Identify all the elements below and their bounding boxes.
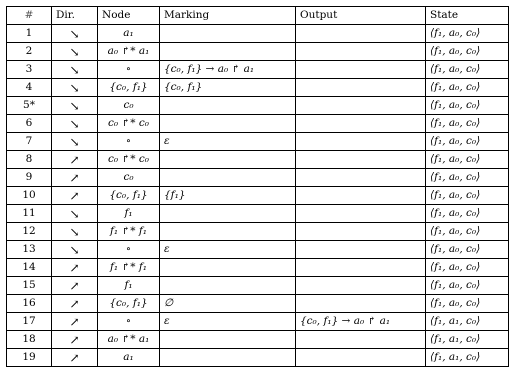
step-number: 1: [7, 25, 52, 43]
output-cell: [296, 277, 426, 295]
direction-arrow: ↗: [52, 331, 98, 349]
output-cell: [296, 97, 426, 115]
header-marking: Marking: [160, 7, 296, 25]
table-row: [7, 79, 509, 97]
marking-cell: ε: [160, 133, 296, 151]
output-cell: [296, 187, 426, 205]
direction-arrow: ↘: [52, 133, 98, 151]
table-header: [7, 7, 509, 25]
table-row: [7, 259, 509, 277]
marking-cell: [160, 331, 296, 349]
state-cell: ⟨f₁, a₀, c₀⟩: [426, 187, 509, 205]
marking-cell: [160, 205, 296, 223]
table-row: [7, 187, 509, 205]
output-cell: [296, 223, 426, 241]
marking-cell: [160, 169, 296, 187]
output-cell: [296, 349, 426, 367]
direction-arrow: ↗: [52, 349, 98, 367]
direction-arrow: ↗: [52, 277, 98, 295]
marking-cell: [160, 259, 296, 277]
table-row: [7, 241, 509, 259]
step-number: 8: [7, 151, 52, 169]
output-cell: [296, 295, 426, 313]
trace-table: [6, 6, 509, 367]
node-cell: {c₀, f₁}: [98, 187, 160, 205]
marking-cell: [160, 43, 296, 61]
marking-cell: [160, 25, 296, 43]
node-cell: a₁: [98, 349, 160, 367]
state-cell: ⟨f₁, a₀, c₀⟩: [426, 97, 509, 115]
direction-arrow: ↘: [52, 115, 98, 133]
table-row: [7, 151, 509, 169]
direction-arrow: ↗: [52, 169, 98, 187]
direction-arrow: ↗: [52, 313, 98, 331]
state-cell: ⟨f₁, a₀, c₀⟩: [426, 241, 509, 259]
state-cell: ⟨f₁, a₀, c₀⟩: [426, 79, 509, 97]
output-cell: [296, 61, 426, 79]
table-row: [7, 169, 509, 187]
marking-cell: ε: [160, 313, 296, 331]
step-number: 19: [7, 349, 52, 367]
header-state: State: [426, 7, 509, 25]
marking-cell: ε: [160, 241, 296, 259]
table-row: [7, 313, 509, 331]
marking-cell: {c₀, f₁}: [160, 79, 296, 97]
state-cell: ⟨f₁, a₀, c₀⟩: [426, 25, 509, 43]
marking-cell: {f₁}: [160, 187, 296, 205]
marking-cell: ∅: [160, 295, 296, 313]
step-number: 6: [7, 115, 52, 133]
node-cell: ∘: [98, 241, 160, 259]
node-cell: f₁ ↱* f₁: [98, 259, 160, 277]
direction-arrow: ↘: [52, 241, 98, 259]
output-cell: [296, 241, 426, 259]
output-cell: [296, 115, 426, 133]
step-number: 4: [7, 79, 52, 97]
state-cell: ⟨f₁, a₁, c₀⟩: [426, 313, 509, 331]
node-cell: ∘: [98, 313, 160, 331]
state-cell: ⟨f₁, a₀, c₀⟩: [426, 43, 509, 61]
state-cell: ⟨f₁, a₀, c₀⟩: [426, 277, 509, 295]
header-output: Output: [296, 7, 426, 25]
marking-cell: [160, 97, 296, 115]
step-number: 12: [7, 223, 52, 241]
step-number: 15: [7, 277, 52, 295]
node-cell: c₀ ↱* c₀: [98, 115, 160, 133]
node-cell: a₀ ↱* a₁: [98, 331, 160, 349]
state-cell: ⟨f₁, a₀, c₀⟩: [426, 61, 509, 79]
step-number: 16: [7, 295, 52, 313]
step-number: 13: [7, 241, 52, 259]
step-number: 2: [7, 43, 52, 61]
marking-cell: [160, 223, 296, 241]
marking-cell: [160, 277, 296, 295]
state-cell: ⟨f₁, a₀, c₀⟩: [426, 295, 509, 313]
direction-arrow: ↗: [52, 259, 98, 277]
output-cell: [296, 79, 426, 97]
header-direction: Dir.: [52, 7, 98, 25]
table-row: [7, 25, 509, 43]
state-cell: ⟨f₁, a₀, c₀⟩: [426, 205, 509, 223]
output-cell: [296, 205, 426, 223]
marking-cell: [160, 349, 296, 367]
table-row: [7, 223, 509, 241]
table-row: [7, 97, 509, 115]
table-row: [7, 331, 509, 349]
state-cell: ⟨f₁, a₁, c₀⟩: [426, 331, 509, 349]
state-cell: ⟨f₁, a₀, c₀⟩: [426, 151, 509, 169]
step-number: 10: [7, 187, 52, 205]
direction-arrow: ↘: [52, 25, 98, 43]
node-cell: a₁: [98, 25, 160, 43]
state-cell: ⟨f₁, a₀, c₀⟩: [426, 259, 509, 277]
step-number: 11: [7, 205, 52, 223]
node-cell: c₀: [98, 97, 160, 115]
node-cell: f₁ ↱* f₁: [98, 223, 160, 241]
node-cell: f₁: [98, 205, 160, 223]
direction-arrow: ↘: [52, 43, 98, 61]
node-cell: a₀ ↱* a₁: [98, 43, 160, 61]
table-body: [7, 25, 509, 367]
direction-arrow: ↗: [52, 295, 98, 313]
direction-arrow: ↗: [52, 187, 98, 205]
marking-cell: [160, 151, 296, 169]
header-number: #: [7, 7, 52, 25]
direction-arrow: ↘: [52, 79, 98, 97]
node-cell: c₀: [98, 169, 160, 187]
step-number: 3: [7, 61, 52, 79]
step-number: 14: [7, 259, 52, 277]
node-cell: ∘: [98, 133, 160, 151]
direction-arrow: ↘: [52, 61, 98, 79]
direction-arrow: ↘: [52, 223, 98, 241]
output-cell: [296, 169, 426, 187]
state-cell: ⟨f₁, a₀, c₀⟩: [426, 115, 509, 133]
table-row: [7, 115, 509, 133]
state-cell: ⟨f₁, a₀, c₀⟩: [426, 223, 509, 241]
header-node: Node: [98, 7, 160, 25]
node-cell: {c₀, f₁}: [98, 295, 160, 313]
output-cell: [296, 133, 426, 151]
direction-arrow: ↘: [52, 205, 98, 223]
output-cell: [296, 331, 426, 349]
node-cell: ∘: [98, 61, 160, 79]
output-cell: [296, 259, 426, 277]
step-number: 17: [7, 313, 52, 331]
node-cell: c₀ ↱* c₀: [98, 151, 160, 169]
marking-cell: [160, 115, 296, 133]
direction-arrow: ↗: [52, 151, 98, 169]
state-cell: ⟨f₁, a₁, c₀⟩: [426, 349, 509, 367]
table-row: [7, 133, 509, 151]
state-cell: ⟨f₁, a₀, c₀⟩: [426, 133, 509, 151]
node-cell: f₁: [98, 277, 160, 295]
step-number: 7: [7, 133, 52, 151]
output-cell: [296, 43, 426, 61]
state-cell: ⟨f₁, a₀, c₀⟩: [426, 169, 509, 187]
table-row: [7, 277, 509, 295]
table-row: [7, 205, 509, 223]
output-cell: [296, 25, 426, 43]
marking-cell: {c₀, f₁} → a₀ ↱ a₁: [160, 61, 296, 79]
header-row: [7, 7, 509, 25]
direction-arrow: ↘: [52, 97, 98, 115]
output-cell: [296, 151, 426, 169]
step-number: 5*: [7, 97, 52, 115]
table-row: [7, 61, 509, 79]
table-row: [7, 295, 509, 313]
table-row: [7, 349, 509, 367]
node-cell: {c₀, f₁}: [98, 79, 160, 97]
output-cell: {c₀, f₁} → a₀ ↱ a₁: [296, 313, 426, 331]
table-row: [7, 43, 509, 61]
step-number: 9: [7, 169, 52, 187]
step-number: 18: [7, 331, 52, 349]
